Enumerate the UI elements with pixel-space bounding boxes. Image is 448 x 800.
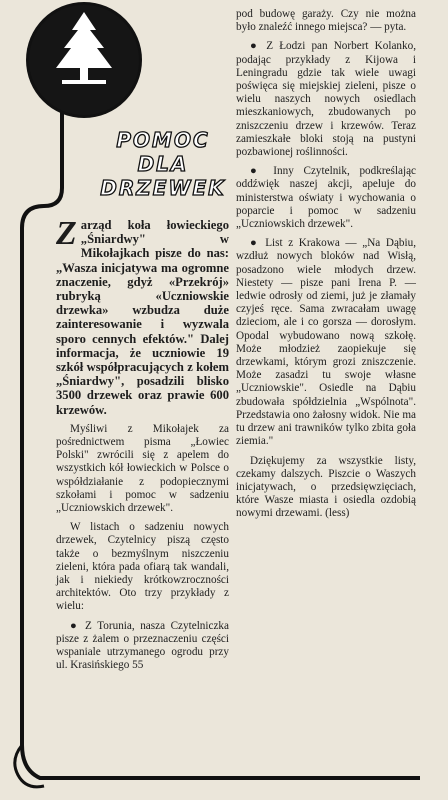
title-line-2: DLA [137,152,189,176]
paragraph: ● Z Torunia, nasza Czytelniczka pisze z żalem o przeznaczeniu części wspaniale utrzymanego ogrodu przy ul. Krasińskiego 55 [56,619,229,672]
article-title [88,128,238,200]
paragraph: Dziękujemy za wszystkie listy, czekamy dalszych. Piszcie o Waszych inicjatywach, o przedsięwzięciach, które Wasze miasta i osiedla ozdobią nowymi drzewami. (less) [236,454,416,520]
paragraph: ● Inny Czytelnik, podkreślając oddźwięk naszej akcji, apeluje do ministerstwa oświaty i wychowania o poparcie i pomoc w sadzeniu „Uczniowskich drzewek". [236,165,416,231]
drop-cap: Z [56,215,77,252]
title-line-1: POMOC [116,128,210,152]
paragraph: W listach o sadzeniu nowych drzewek, Czytelnicy piszą często także o bezmyślnym niszczeniu zieleni, która pada ofiarą tak wandali, jak i niekiedy krótkowzroczności architektów. Oto trzy przykłady z wielu: [56,521,229,613]
right-column [236,8,416,527]
left-column [56,215,229,679]
lead-paragraph [56,215,229,417]
paragraph: ● List z Krakowa — „Na Dąbiu, wzdłuż nowych bloków nad Wisłą, posadzono wiele młodych drzew. Niestety — pisze pani Irena P. — ledwie odrosły od ziemi, już je złamały czyjeś ręce. Sama zwracałam uwagę dzieciom, ale i co gorsza — dorosłym. Opodal wybudowano nową szkołę. Może młodzież zaopiekuje się drzewkami, którym grozi zniszczenie. Może zasadzi tu swoje własne „Uczniowskie". Osiedle na Dąbiu zbudowała spółdzielnia „Wspólnota". Przedstawia ono żałosny widok. Nie ma tu drzew ani trawników tylko zbita goła ziemia." [236,237,416,448]
title-line-3: DRZEWEK [100,176,226,200]
paragraph: Myśliwi z Mikołajek za pośrednictwem pisma „Łowiec Polski" zwrócili się z apelem do wszystkich kół łowieckich w Polsce o współdziałanie z podopiecznymi szkołami i pomoc w sadzeniu „Uczniowskich drzewek". [56,422,229,515]
paragraph: pod budowę garaży. Czy nie można było znaleźć innego miejsca? — pyta. [236,8,416,34]
paragraph: ● Z Łodzi pan Norbert Kolanko, podając przykłady z Kijowa i Leningradu gdzie tak wiele uwagi poświęca się miejskiej zieleni, pisze o wielu naszych nowych osiedlach mieszkaniowych, zbudowanych po zniszczeniu drzew i krzewów. Teraz zamieszkałe bloki stoją na pustyni pozbawionej roślinności. [236,40,416,159]
lead-text: arząd koła łowieckiego „Śniardwy" w Mikołajkach pisze do nas: „Wasza inicjatywa ma ogromne znaczenie, gdyż «Przekrój» rubryką «Uczniowskie drzewka» wzbudza duże zainteresowanie i wyzwala sporo cennych efektów." Dalej informacja, że uczniowie 19 szkół współpracujących z kołem „Śniardwy", posadzili blisko 3500 drzewek oraz prawie 600 krzewów. [56,218,229,417]
